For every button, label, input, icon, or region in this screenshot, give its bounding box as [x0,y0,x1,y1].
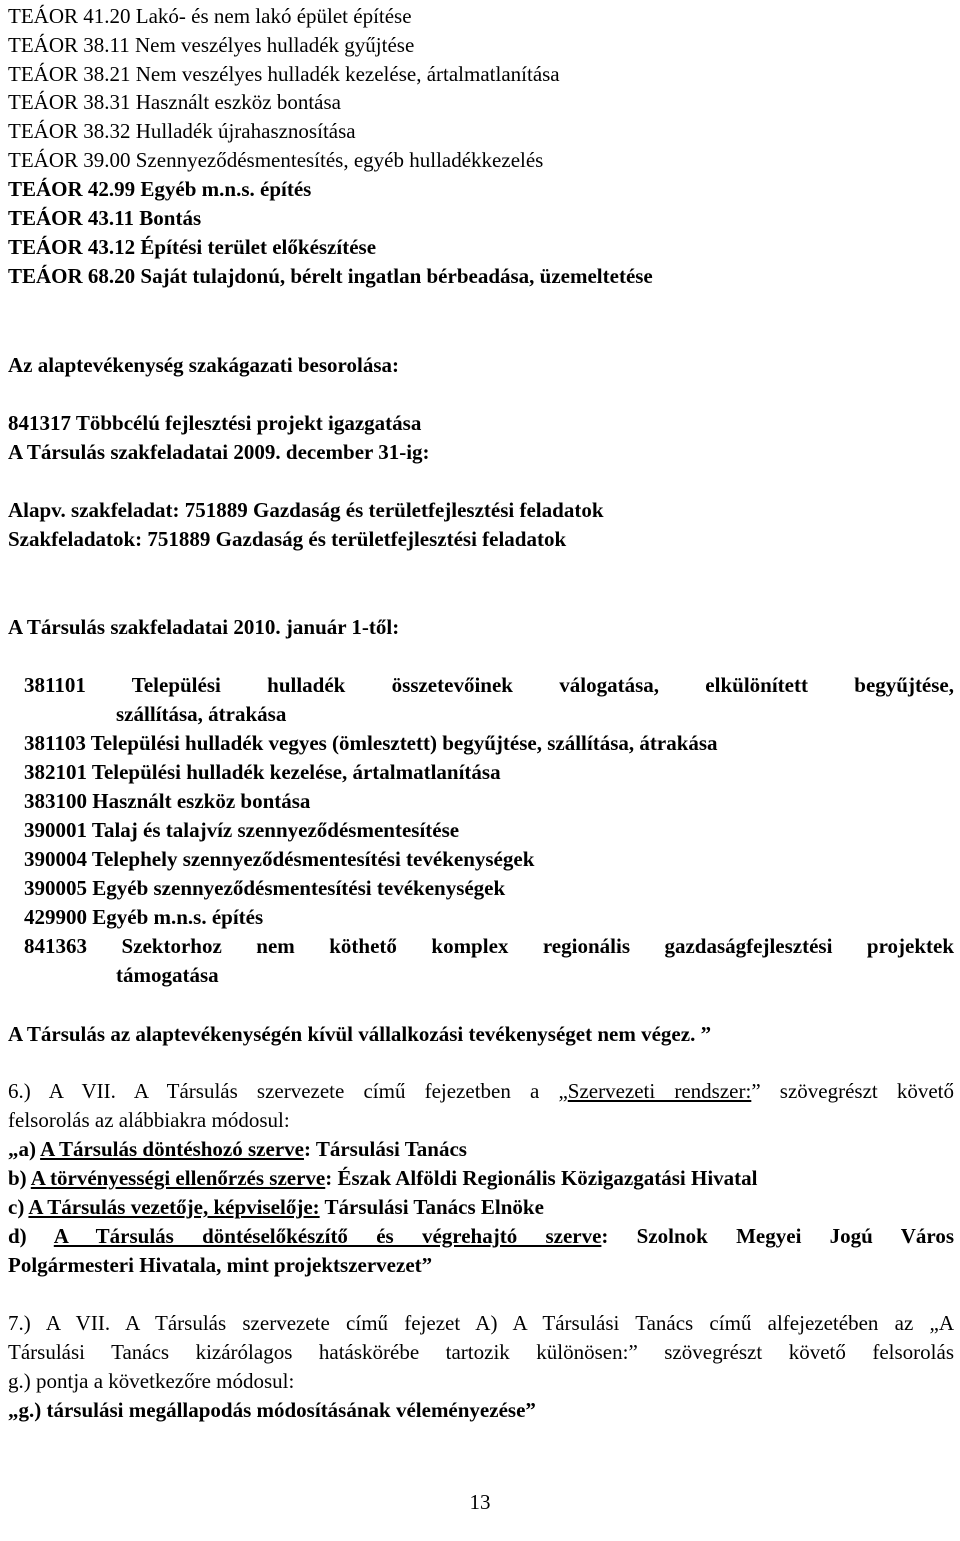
alap-code: 841317 Többcélú fejlesztési projekt igazgatása [8,411,422,435]
alap-heading: Az alaptevékenység szakágazati besorolása: [8,353,399,377]
section-6-number: 6.) A VII. [8,1079,116,1103]
list-item: 429900 Egyéb m.n.s. építés [24,905,264,929]
teaor-line: TEÁOR 38.31 Használt eszköz bontása [8,90,341,114]
section-6-line-2: felsorolás az alábbiakra módosul: [8,1108,290,1132]
section-6-text: A Társulás szervezete című fejezetben a „ [133,1079,568,1103]
org-item-a [8,1135,467,1163]
list-item: 381101 Települési hulladék összetevőinek válogatása, elkülönített begyűjtése, [24,673,954,697]
list-item: 383100 Használt eszköz bontása [24,789,311,813]
section-7-line-3: g.) pontja a következőre módosul: [8,1369,295,1393]
teaor-line: TEÁOR 43.11 Bontás [8,206,202,230]
teaor-line: TEÁOR 68.20 Saját tulajdonú, bérelt ingatlan bérbeadása, üzemeltetése [8,264,653,288]
szak-2009-heading: A Társulás szakfeladatai 2009. december 31-ig: [8,440,430,464]
section-7-line-2: Társulási Tanács kizárólagos hatáskörébe tartozik különösen:” szövegrészt követő felsorolás [8,1340,954,1364]
nem-vegez-statement [8,1020,711,1048]
org-prefix: b) [8,1166,31,1190]
org-value: Társulási Tanács Elnöke [319,1195,544,1219]
page-number: 13 [469,1490,491,1514]
teaor-line: TEÁOR 38.11 Nem veszélyes hulladék gyűjtése [8,33,415,57]
teaor-line: TEÁOR 38.32 Hulladék újrahasznosítása [8,119,356,143]
list-item: 390005 Egyéb szennyeződésmentesítési tevékenységek [24,876,506,900]
section-7-line-1: 7.) A VII. A Társulás szervezete című fejezet A) A Társulási Tanács című alfejezetében az „A [8,1311,954,1335]
org-role: A Társulás döntéselőkészítő és végrehajtó szerve [53,1224,602,1248]
org-item-b [8,1164,758,1192]
org-prefix: c) [8,1195,29,1219]
org-item-d [8,1222,954,1250]
closing-quote: ” [700,1022,712,1046]
nem-vegez-text: A Társulás az alaptevékenységén kívül vállalkozási tevékenységet nem végez. [8,1022,696,1046]
org-prefix: „a) [8,1137,41,1161]
org-value: : Társulási Tanács [303,1137,467,1161]
org-value: : Szolnok Megyei Jogú Város [601,1224,954,1248]
szakfeladatok-line: Szakfeladatok: 751889 Gazdaság és területfejlesztési feladatok [8,527,567,551]
org-prefix: d) [8,1224,54,1248]
szervezeti-rendszer-ref: Szervezeti rendszer: [567,1079,752,1103]
org-role: A Társulás döntéshozó szerve [40,1137,304,1161]
teaor-line: TEÁOR 43.12 Építési terület előkészítése [8,235,377,259]
alapv-szakfeladat: Alapv. szakfeladat: 751889 Gazdaság és területfejlesztési feladatok [8,498,604,522]
list-item: 390004 Telephely szennyeződésmentesítési tevékenységek [24,847,535,871]
list-item-continuation: támogatása [116,963,219,987]
teaor-line: TEÁOR 39.00 Szennyeződésmentesítés, egyéb hulladékkezelés [8,148,544,172]
org-value: : Észak Alföldi Regionális Közigazgatási Hivatal [325,1166,758,1190]
teaor-line: TEÁOR 38.21 Nem veszélyes hulladék kezelése, ártalmatlanítása [8,62,560,86]
list-item: 382101 Települési hulladék kezelése, ártalmatlanítása [24,760,501,784]
section-6-line-1 [8,1077,954,1105]
szak-2010-heading: A Társulás szakfeladatai 2010. január 1-től: [8,615,400,639]
section-7-line-4: „g.) társulási megállapodás módosításának véleményezése” [8,1398,536,1422]
org-item-c [8,1193,544,1221]
org-role: A Társulás vezetője, képviselője: [28,1195,320,1219]
list-item: 390001 Talaj és talajvíz szennyeződésmentesítése [24,818,460,842]
section-6-text-end: ” szövegrészt követő [751,1079,955,1103]
teaor-line: TEÁOR 41.20 Lakó- és nem lakó épület építése [8,4,412,28]
list-item: 841363 Szektorhoz nem köthető komplex regionális gazdaságfejlesztési projektek [24,934,954,958]
list-item-continuation: szállítása, átrakása [116,702,287,726]
list-item: 381103 Települési hulladék vegyes (ömlesztett) begyűjtése, szállítása, átrakása [24,731,718,755]
org-role: A törvényességi ellenőrzés szerve [30,1166,326,1190]
org-item-d-continuation: Polgármesteri Hivatala, mint projektszervezet” [8,1253,433,1277]
teaor-line: TEÁOR 42.99 Egyéb m.n.s. építés [8,177,312,201]
